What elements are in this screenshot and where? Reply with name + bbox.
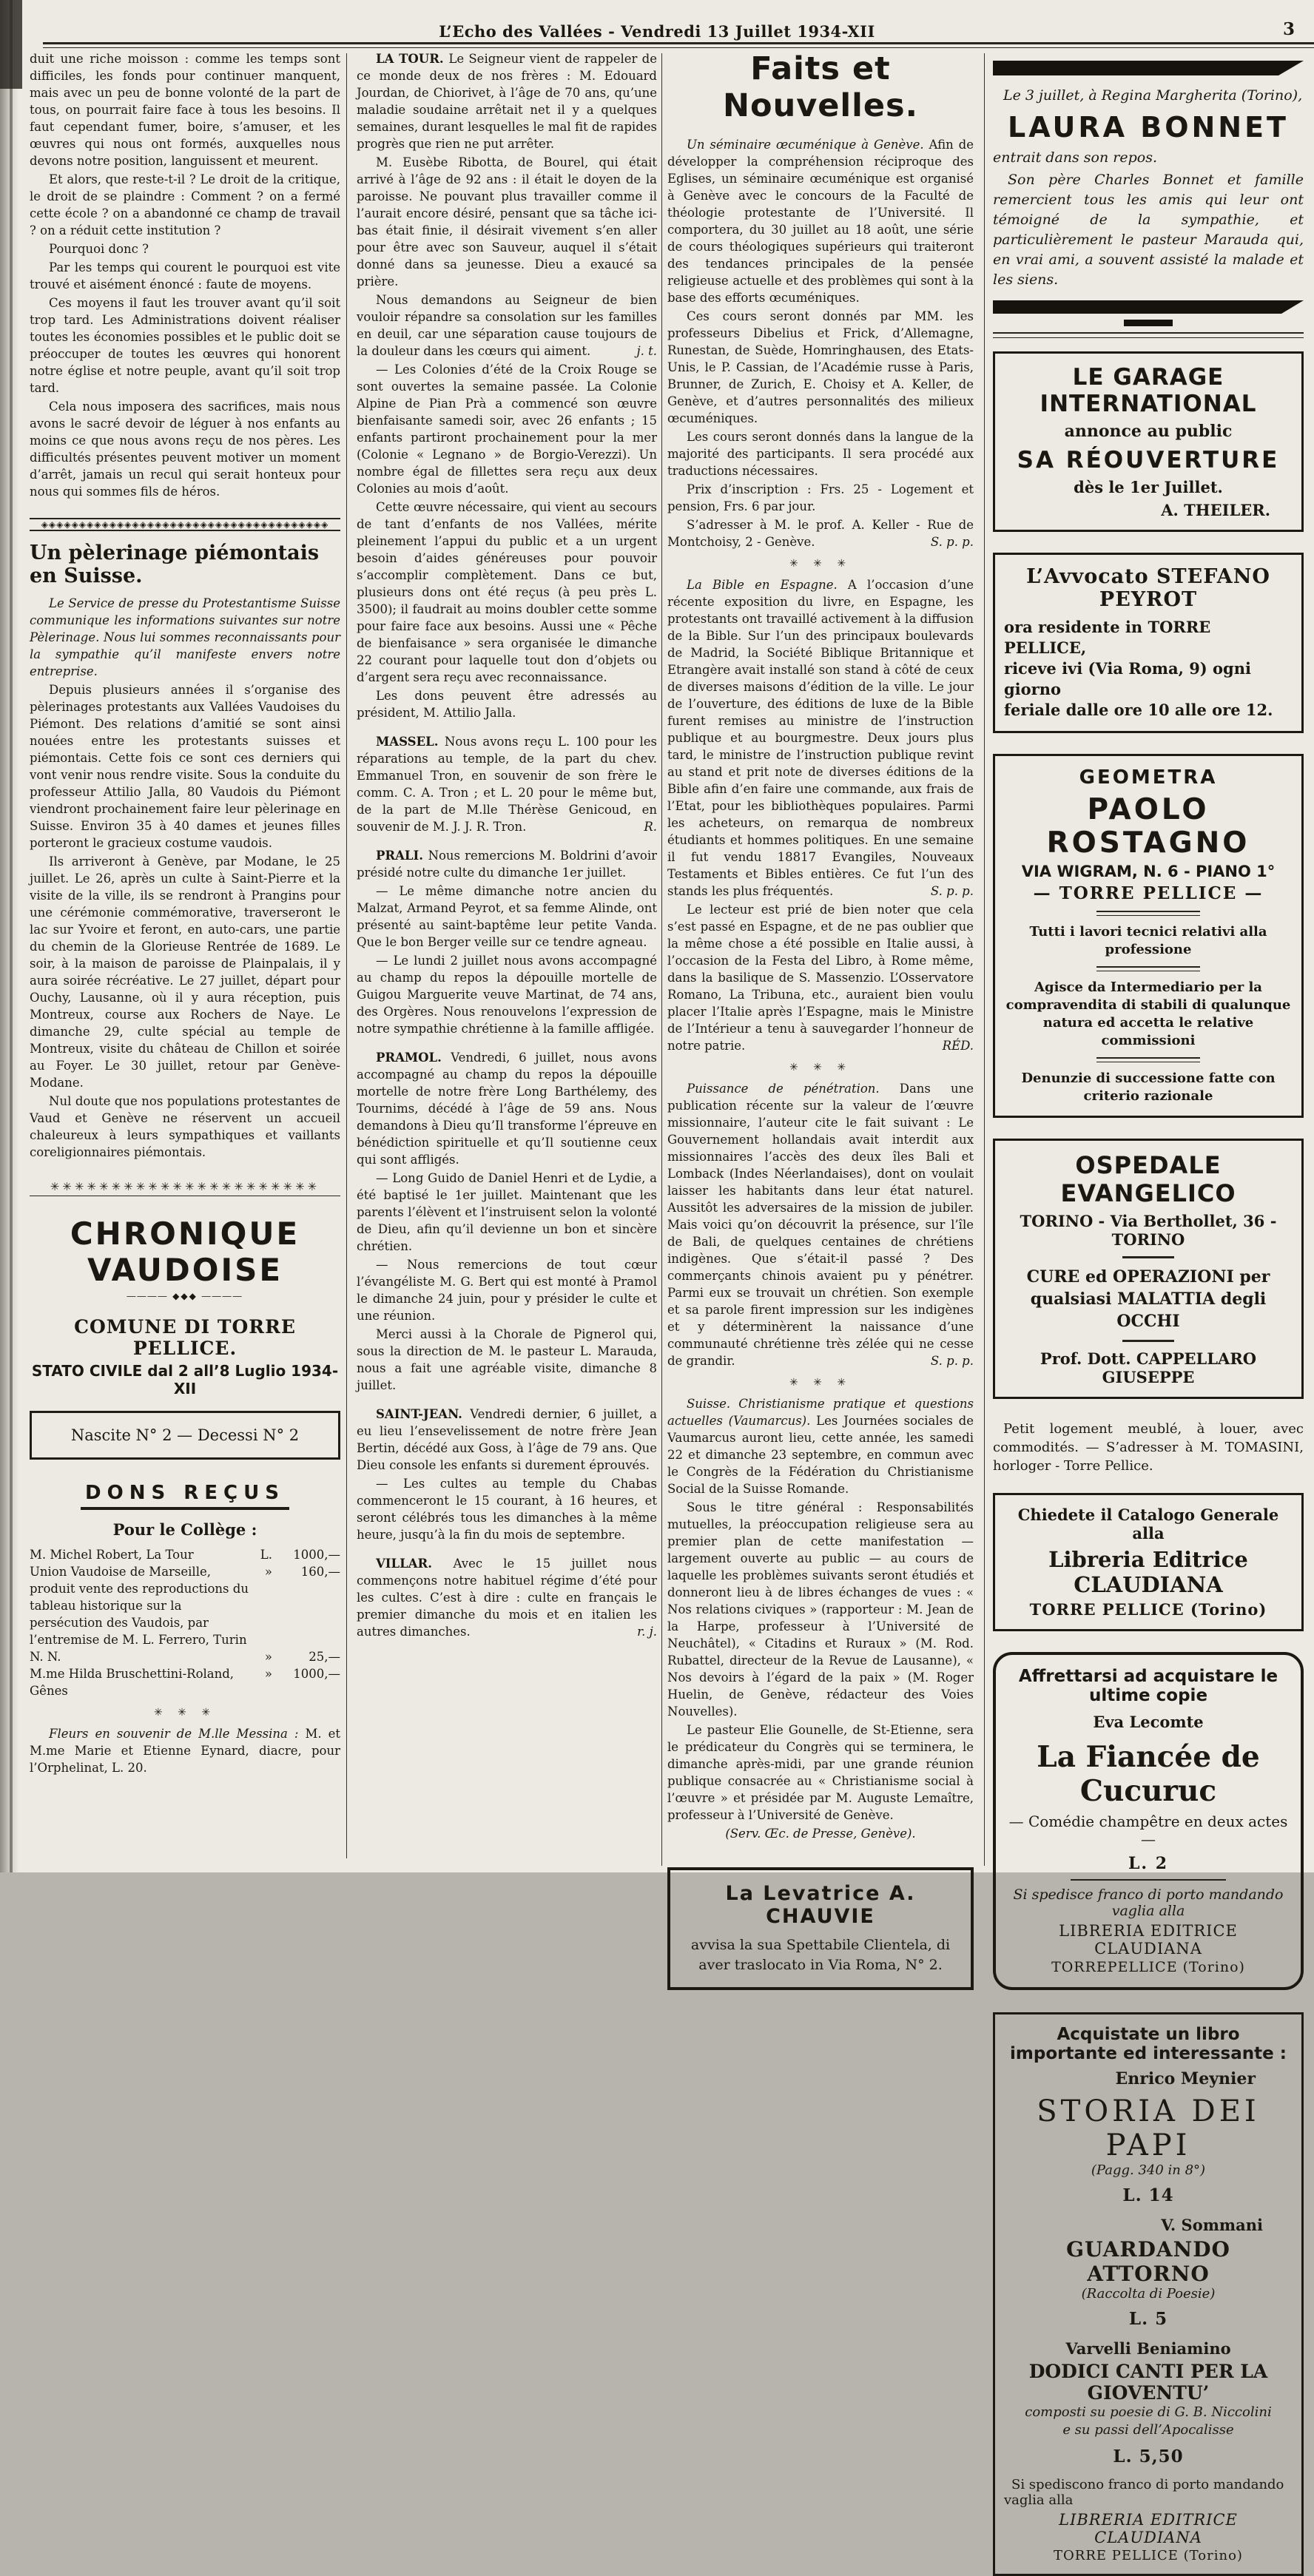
rostagno-ad (993, 754, 1304, 1118)
rostagno-service: Agisce da Intermediario per la compravendita di stabili di qualunque natura ed accetta le relative commissioni (1005, 980, 1291, 1048)
paragraph-signature: S. p. p. (930, 1354, 974, 1368)
paragraph-lead: Puissance de pénétration. (687, 1082, 900, 1096)
paragraph: SAINT-JEAN. Vendredi dernier, 6 juillet, a eu lieu l’ensevelissement de notre frère Jean Bertin, décédé aux Goss, à l’âge de 79 ans. Que Dieu console les enfants si durement éprouvés. (357, 1407, 658, 1472)
chronique-decor: ―――― ◆◆◆ ―――― (127, 1291, 243, 1301)
braid-rule: ◈◈◈◈◈◈◈◈◈◈◈◈◈◈◈◈◈◈◈◈◈◈◈◈◈◈◈◈◈◈◈◈◈◈◈◈◈◈ (30, 518, 340, 531)
paragraph: Prix d’inscription : Frs. 25 - Logement et pension, Frs. 6 par jour. (667, 482, 974, 513)
fiancee-subtitle: — Comédie champêtre en deux actes — (1008, 1813, 1288, 1848)
donation-row (30, 1648, 340, 1665)
fiancee-libreria: LIBRERIA EDITRICE CLAUDIANA (1059, 1922, 1238, 1958)
paragraph: Le Service de presse du Protestantisme Suisse communique les informations suivantes sur notre Pèlerinage. Nous lui sommes reconnaissants pour la sympathie qu’il manifeste envers notre entreprise. (30, 596, 340, 678)
paragraph: Depuis plusieurs années il s’organise des pèlerinages protestants aux Vallées Vaudoises du Piémont. Des relations d’amitié se sont ainsi nouées entre les protestants suisses et piémontais. Cette fois ce sont ces derniers qui vont venir nous rendre visite. Sous la conduite du professeur Attilio Jalla, 80 Vaudois du Piémont viendront prochainement faire leur pèlerinage en Suisse. Environ 35 à 40 dames et jeunes filles porteront le gracieux costume vaudois. (30, 683, 340, 850)
libri-shipping: Si spediscono franco di porto mandando vaglia alla (1004, 2477, 1284, 2508)
paragraph: Les dons peuvent être adressés au président, M. Attilio Jalla. (357, 689, 657, 720)
garage-international-ad (993, 351, 1304, 532)
column-4-ads (993, 46, 1304, 2576)
obituary-bottom-bar (993, 300, 1304, 314)
ospedale-cure-line: qualsiasi MALATTIA degli OCCHI (1030, 1289, 1267, 1331)
donation-amount: 1000,— (293, 1667, 340, 1681)
peyrot-ad-title: L’Avvocato STEFANO PEYROT (1026, 565, 1270, 611)
libri-title-guardando: GUARDANDO ATTORNO (1066, 2237, 1230, 2286)
paragraph: Puissance de pénétration. Dans une publication récente sur la valeur de l’œuvre missionnaire, l’auteur cite le fait suivant : Le Gouvernement hollandais avait interdit aux missionnaires l’accès des deux îles Bali et Lomback (Indes Néerlandaises), dont on voulait laisser les habitants dans leur état naturel. Aussitôt les adversaires de la mission de jubiler. Mais voici qu’on découvrit la présence, sur l’île de Bali, de quelques centaines de chrétiens indigènes. Que s’était-il passé ? Des commerçants chinois avaient pu y pénétrer. Parmi eux se trouvait un chrétien. Son exemple et sa parole firent impression sur les indigènes et y déterminèrent la naissance d’une communauté chrétienne très zélée qui ne cesse de grandir. S. p. p. (667, 1082, 974, 1368)
paragraph: ✳ ✳ ✳ (789, 558, 852, 570)
ospedale-doctor: Prof. Dott. CAPPELLARO GIUSEPPE (1040, 1349, 1257, 1386)
donation-donor: M. Michel Robert, La Tour (30, 1548, 194, 1562)
obituary-family-text: Son père Charles Bonnet et famille remercient tous les amis qui leur ont témoigné de la sympathie, et particulièrement le pasteur Marauda qui, en vrai ami, a souvent assisté la malade et les siens. (993, 172, 1304, 288)
catalogo-ad (993, 1493, 1304, 1631)
column-divider-3 (984, 53, 985, 1866)
libri-ad (993, 2012, 1304, 2576)
fiancee-city: TORREPELLICE (Torino) (1051, 1959, 1245, 1975)
paragraph-lead: Suisse. Christianisme pratique et questions actuelles (Vaumarcus). (667, 1397, 974, 1428)
mini-rule (1096, 911, 1200, 916)
paragraph-lead: SAINT-JEAN. (376, 1407, 471, 1421)
chauvie-ad-line: avvisa la sua Spettabile Clientela, di (690, 1937, 951, 1953)
garage-ad-date: dès le 1er Juillet. (1074, 478, 1223, 496)
stato-civile-heading: STATO CIVILE dal 2 all’8 Luglio 1934-XII (31, 1362, 339, 1397)
donation-row (30, 1546, 340, 1563)
fiancee-shipping: Si spedisce franco di porto mandando vaglia alla (1013, 1887, 1284, 1919)
paragraph: Un séminaire œcuménique à Genève. Afin de développer la compréhension réciproque des Eglises, un séminaire œcuménique est organisé à Genève avec le concours de la Faculté de théologie protestante de l’Université. Il comportera, du 30 juillet au 18 août, une série de cours théologiques supérieurs qui traiteront des tendances principales de la pensée religieuse actuelle et des problèmes qui sont à la base des efforts œcuméniques. (667, 138, 974, 305)
rostagno-service: Denunzie di successione fatte con criterio razionale (1021, 1070, 1276, 1104)
paragraph: — Les Colonies d’été de la Croix Rouge se sont ouvertes la semaine passée. La Colonie Alpine de Pian Prà a commencé son œuvre bienfaisante samedi soir, avec 26 enfants ; 15 enfants partiront prochainement pour la mer (Colonie « Legnano » de Borgio-Verezzi). Un nombre égal de fillettes sera reçu aux deux Colonies au mois d’août. (357, 363, 657, 496)
donation-currency: » (264, 1667, 272, 1681)
libri-price: L. 5 (1128, 2309, 1168, 2329)
peyrot-ad-line: feriale dalle ore 10 alle ore 12. (1004, 701, 1273, 719)
libri-libreria: LIBRERIA EDITRICE CLAUDIANA (1059, 2511, 1238, 2546)
peyrot-ad (993, 553, 1304, 733)
paragraph: ✳ ✳ ✳ (789, 1062, 852, 1073)
article-continuation (30, 50, 340, 500)
donation-row (30, 1665, 340, 1699)
fiancee-ad (993, 1652, 1304, 1990)
column-3 (667, 46, 974, 1990)
fleurs-note (30, 1725, 340, 1776)
dons-recus-heading-wrap (30, 1482, 340, 1510)
paragraph: Le lecteur est prié de bien noter que cela s’est passé en Espagne, et de ne pas oublier que la même chose a été possible en Italie aussi, à l’occasion de la Festa del Libro, à Rome même, dans la basilique de S. Massenzio. L’Osservatore Romano, La Tribuna, etc., auraient bien voulu placer l’Italie après l’Espagne, mais le Ministre de l’Intérieur a tenu à sauvegarder l’honneur de notre patrie. RÉD. (667, 903, 974, 1053)
paragraph: Ces moyens il faut les trouver avant qu’il soit trop tard. Les Administrations doivent réaliser toutes les économies possibles et le public doit se préoccuper de toutes les œuvres qui honorent notre église et notre peuple, avant qu’il soit trop tard. (30, 296, 340, 395)
rostagno-address: VIA WIGRAM, N. 6 - PIANO 1° (1021, 863, 1276, 880)
rostagno-profession: GEOMETRA (1079, 766, 1218, 789)
paragraph: Nous demandons au Seigneur de bien vouloir répandre sa consolation sur les familles en deuil, car une séparation cause toujours de la douleur dans les cœurs qui aiment. j. t. (357, 293, 657, 358)
paragraph: Nul doute que nos populations protestantes de Vaud et Genève ne réservent un accueil chaleureux à leurs sympathiques et vaillants coreligionnaires piémontais. (30, 1094, 340, 1159)
libri-price: L. 5,50 (1113, 2447, 1184, 2467)
catalogo-libreria: Libreria Editrice CLAUDIANA (1048, 1547, 1248, 1597)
paragraph: M. Eusèbe Ribotta, de Bourel, qui était arrivé à l’âge de 92 ans : il était le doyen de la paroisse. Ne pouvant plus travailler comme il l’aurait encore désiré, pensant que sa tâche ici-bas était finie, il désirait vivement s’en aller pour être avec son Sauveur, auquel il s’était donné dans sa jeunesse. Dieu a exaucé sa prière. (357, 155, 657, 289)
obituary-repos-line: entrait dans son repos. (993, 149, 1157, 166)
libri-author: Varvelli Beniamino (1065, 2339, 1231, 2358)
column-divider-1 (346, 53, 347, 1858)
mini-rule (1071, 1879, 1226, 1881)
paragraph-lead: VILLAR. (376, 1557, 454, 1571)
pelerinage-body (30, 595, 340, 1161)
paragraph: Et alors, que reste-t-il ? Le droit de la critique, le droit de se plaindre : Comment ? on a fermé cette école ? on a abandonné ce champ de travail ? on a réduit cette institution ? (30, 172, 340, 237)
page-number: 3 (1282, 19, 1295, 39)
chronique-vaudoise-title: CHRONIQUE VAUDOISE (70, 1215, 300, 1288)
paragraph: La Bible en Espagne. A l’occasion d’une récente exposition du livre, en Espagne, les protestants ont travaillé activement à la diffusion de la Bible. Sur l’un des principaux boulevards de Madrid, la Société Biblique Britannique et Etrangère avait installé son stand à côté de ceux de diverses maisons d’édition de la ville. Le jour de l’ouverture, des éditions de luxe de la Bible furent remises au ministre de l’instruction publique et au bourgmestre. Deux jours plus tard, le ministre de l’instruction publique revint au stand et prit note de diverses éditions de la Bible afin d’en faire une commande, aux frais de l’Etat, pour les bibliothèques populaires. Parmi les acheteurs, on remarqua de nombreux étudiants et hommes politiques. En une semaine il fut vendu 18817 Evangiles, Nouveaux Testaments et Bibles entières. Ce fut l’un des stands les plus fréquentés. S. p. p. (667, 578, 974, 898)
paragraph-signature: RÉD. (942, 1039, 974, 1053)
catalogo-city: TORRE PELLICE (Torino) (1029, 1600, 1267, 1619)
libri-title-storia: STORIA DEI PAPI (1037, 2094, 1260, 2162)
paragraph-lead: MASSEL. (376, 735, 445, 749)
libri-subtitle: (Raccolta di Poesie) (1081, 2286, 1216, 2302)
peyrot-ad-line: riceve ivi (Via Roma, 9) ogni giorno (1004, 659, 1251, 698)
rostagno-name: PAOLO ROSTAGNO (1046, 793, 1250, 860)
paragraph: (Serv. Œc. de Presse, Genève). (725, 1827, 916, 1841)
paragraph: — Nous remercions de tout cœur l’évangéliste M. G. Bert qui est monté à Pramol le dimanche 24 juin, pour y présider le culte et une réunion. (357, 1258, 657, 1323)
chauvie-ad-title: La Levatrice A. CHAUVIE (725, 1882, 916, 1928)
ospedale-ad (993, 1139, 1304, 1399)
libri-price: L. 14 (1122, 2185, 1174, 2205)
faits-et-nouvelles-body (667, 136, 974, 1842)
libri-subtitle: e su passi dell’Apocalisse (1062, 2422, 1234, 2438)
libri-author: Enrico Meynier (1115, 2069, 1256, 2088)
paragraph: Sous le titre général : Responsabilités mutuelles, la préoccupation religieuse sera au premier plan de cette manifestation — largement ouverte au public — au cours de laquelle les problèmes suivants seront étudiés et donneront lieu à de libres échanges de vues : « Nos relations civiques » (rapporteur : M. Jean de la Harpe, professeur à l’Université de Neuchâtel), « Citadins et Ruraux » (M. Rod. Rubattel, directeur de la Revue de Lausanne), « Nos devoirs à l’égard de la paix » (M. Roger Huelin, de Genève, rédacteur des Voies Nouvelles). (667, 1500, 974, 1719)
garage-ad-reouverture: SA RÉOUVERTURE (1017, 447, 1280, 473)
paragraph-lead: Un séminaire œcuménique à Genève. (687, 138, 929, 152)
triple-star-separator: ✳ ✳ ✳ (153, 1707, 217, 1719)
paragraph: Ces cours seront donnés par MM. les professeurs Dibelius et Frick, d’Allemagne, Runestan, de Suède, Homringhausen, des Etats-Unis, le P. Cassian, de l’Académie russe à Paris, Brunner, de Zurich, E. Choisy et A. Keller, de Genève, et d’autres personnalités des milieux œcuméniques. (667, 309, 974, 425)
obituary-date-line: Le 3 juillet, à Regina Margherita (Torino), (1003, 87, 1303, 104)
scan-smudge (0, 0, 22, 89)
ospedale-address: TORINO - Via Berthollet, 36 - TORINO (1020, 1212, 1277, 1249)
garage-ad-signature: A. THEILER. (1161, 501, 1270, 519)
libri-author: V. Sommani (1161, 2216, 1263, 2234)
paragraph-lead: PRALI. (376, 849, 428, 863)
mini-rule (1096, 1057, 1200, 1062)
paragraph-signature: S. p. p. (930, 535, 974, 549)
fiancee-title: La Fiancée de Cucuruc (1037, 1740, 1260, 1808)
paragraph-lead: La Bible en Espagne. (687, 578, 848, 592)
ospedale-cure-line: CURE ed OPERAZIONI per (1026, 1267, 1270, 1287)
donation-amount: 1000,— (293, 1548, 340, 1562)
paragraph: — Long Guido de Daniel Henri et de Lydie, a été baptisé le 1er juillet. Maintenant que les parents l’élèvent et l’instruisent selon la volonté de Dieu, afin qu’il devienne un bon et sincère chrétien. (357, 1171, 657, 1253)
mini-rule (1096, 966, 1200, 971)
dons-subtitle: Pour le Collège : (112, 1520, 257, 1539)
rostagno-service: Tutti i lavori tecnici relativi alla professione (1029, 924, 1267, 957)
catalogo-line: Chiedete il Catalogo Generale alla (1017, 1506, 1279, 1542)
paragraph: — Les cultes au temple du Chabas commenceront le 15 courant, à 16 heures, et seront célébrés tous les dimanches à la même heure, jusqu’à la fin du mois de septembre. (357, 1477, 657, 1542)
short-rule (1122, 1340, 1174, 1342)
paragraph: PRAMOL. Vendredi, 6 juillet, nous avons accompagné au champ du repos la dépouille mortelle de notre frère Long Barthélemy, des Tournims, décédé à l’âge de 59 ans. Nous demandons à Dieu qu’Il transforme l’épreuve en bénédiction spirituelle et qu’Il soutienne ceux qui sont affligés. (357, 1051, 658, 1167)
garage-ad-title: LE GARAGE INTERNATIONAL (1040, 364, 1257, 417)
column-1 (30, 50, 340, 1778)
donation-amount: 25,— (309, 1650, 340, 1664)
paragraph: Pourquoi donc ? (49, 242, 149, 256)
paragraph: Suisse. Christianisme pratique et questions actuelles (Vaumarcus). Les Journées sociales de Vaumarcus auront lieu, cette année, les samedi 22 et dimanche 23 septembre, en commun avec le Congrès de la Fédération du Christianisme Social de la Suisse Romande. (667, 1397, 974, 1496)
paragraph: — Le même dimanche notre ancien du Malzat, Armand Peyrot, et sa femme Alinde, ont présenté au saint-baptême leur petite Vanda. Que le bon Berger veille sur ce tendre agneau. (357, 884, 657, 949)
libri-pages: (Pagg. 340 in 8°) (1091, 2162, 1206, 2178)
paragraph: ✳ ✳ ✳ (789, 1377, 852, 1389)
paragraph: Ils arriveront à Genève, par Modane, le 25 juillet. Le 26, après un culte à Saint-Pierre et la visite de la ville, ils se rendront à Prangins pour une cérémonie commémorative, traverseront le lac sur Yvoire et feront, en auto-cars, une partie du chemin de la Glorieuse Rentrée de 1689. Le soir, à la maison de paroisse de Plainpalais, il y aura soirée récréative. Le 27 juillet, départ pour Ouchy, Lausanne, où il y aura réception, puis Montreux, course aux Rochers de Naye. Le dimanche 29, culte spécial au temple de Montreux, visite du château de Chillon et soirée au Foyer. Le 30 juillet, retour par Genève-Modane. (30, 854, 340, 1090)
logement-classified: Petit logement meublé, à louer, avec commodités. — S’adresser à M. TOMASINI, horloger - Torre Pellice. (993, 1421, 1304, 1474)
fiancee-head: Affrettarsi ad acquistare le ultime copie (1018, 1667, 1278, 1705)
donation-amount: 160,— (300, 1565, 340, 1579)
donation-row (30, 1563, 340, 1648)
donation-currency: » (264, 1650, 272, 1664)
commune-heading: COMUNE DI TORRE PELLICE. (74, 1316, 296, 1359)
paragraph: duit une riche moisson : comme les temps sont difficiles, les fonds pour continuer manquent, mais avec un peu de bonne volonté de la part de tous, on pourrait faire face à tous les besoins. Il faut cependant fumer, boire, s’amuser, et les œuvres qui nous ont formés, auxquelles nous devons notre position, languissent et meurent. (30, 52, 340, 168)
column-2 (357, 50, 657, 1642)
stato-civile-box: Nascite N° 2 — Decessi N° 2 (30, 1411, 340, 1460)
libri-title-dodici: DODICI CANTI PER LA GIOVENTU’ (1028, 2361, 1268, 2404)
donation-donor: M.me Hilda Bruschettini-Roland, Gênes (30, 1667, 235, 1698)
column-divider-2 (661, 53, 662, 1866)
paragraph-lead: Fleurs en souvenir de M.lle Messina : (49, 1727, 306, 1741)
rostagno-city: — TORRE PELLICE — (1033, 883, 1264, 903)
paragraph-lead: PRAMOL. (376, 1051, 451, 1065)
paragraph-signature: j. t. (636, 344, 657, 358)
peyrot-ad-line: ora residente in TORRE PELLICE, (1004, 618, 1211, 657)
paragraph: LA TOUR. Le Seigneur vient de rappeler de ce monde deux de nos frères : M. Edouard Jourdan, de Chiorivet, à l’âge de 70 ans, qu’une maladie soudaine arrêtait net il y a quelques semaines, durant lesquelles le mal fit de rapides progrès que rien ne put arrêter. (357, 52, 658, 151)
donation-currency: » (264, 1565, 272, 1579)
paragraph: Cette œuvre nécessaire, qui vient au secours de tant d’enfants de nos Vallées, mérite pleinement l’appui du public et a un urgent besoin d’aides généreuses pour pouvoir s’accomplir complètement. Dans ce but, plusieurs dons ont été reçus (à peu près L. 3500); il faudrait au moins doubler cette somme pour faire face aux besoins. Aussi une « Pêche de bienfaisance » sera organisée le dimanche 22 courant pour laquelle tout don d’objets ou d’argent sera reçu avec reconnaissance. (357, 500, 657, 684)
pelerinage-title: Un pèlerinage piémontais en Suisse. (30, 542, 320, 587)
scan-gutter-line (10, 0, 13, 1872)
garage-ad-line: annonce au public (1064, 422, 1233, 441)
paragraph-signature: r. j. (637, 1625, 657, 1639)
masthead-rule-thick (43, 42, 1314, 44)
obituary-top-bar (993, 61, 1304, 75)
double-thin-rule (993, 332, 1304, 338)
fiancee-author: Eva Lecomte (1093, 1713, 1204, 1731)
short-rule (1122, 1256, 1174, 1258)
fiancee-price: L. 2 (1128, 1854, 1169, 1873)
paragraph: Par les temps qui courent le pourquoi est vite trouvé et aisément énoncé : faute de moyens. (30, 260, 340, 291)
paragraph: S’adresser à M. le prof. A. Keller - Rue de Montchoisy, 2 - Genève. S. p. p. (667, 518, 974, 549)
paragraph: MASSEL. Nous avons reçu L. 100 pour les réparations au temple, de la part du chev. Emmanuel Tron, en souvenir de son frère le comm. C. A. Tron ; et L. 20 pour le même but, de la part de M.lle Thérèse Genicoud, en souvenir de M. J. J. R. Tron. R. (357, 735, 658, 834)
ospedale-title: OSPEDALE EVANGELICO (1060, 1151, 1236, 1207)
libri-subtitle: composti su poesie di G. B. Niccolini (1025, 2404, 1272, 2420)
chauvie-ad (667, 1867, 974, 1990)
dons-recus-title: DONS REÇUS (81, 1482, 289, 1510)
chauvie-ad-line: aver traslocato in Via Roma, N° 2. (698, 1957, 943, 1973)
donation-currency: L. (260, 1548, 272, 1562)
paragraph: PRALI. Nous remercions M. Boldrini d’avoir présidé notre culte du dimanche 1er juillet. (357, 849, 657, 880)
paragraph: Le pasteur Elie Gounelle, de St-Etienne, sera le prédicateur du Congrès qui se terminera, le dimanche après-midi, par une grande réunion publique consacrée au « Christianisme social à l’œuvre » et présidée par M. Auguste Lemaître, professeur à l’Université de Genève. (667, 1723, 974, 1822)
donation-donor: Union Vaudoise de Marseille, produit vente des reproductions du tableau historique sur la persécution des Vaudois, par l’entremise de M. L. Ferrero, Turin (30, 1565, 249, 1647)
paragraph: Merci aussi à la Chorale de Pignerol qui, sous la direction de M. le pasteur L. Marauda, nous a fait une agréable visite, dimanche 8 juillet. (357, 1327, 657, 1392)
paragraph-lead: LA TOUR. (376, 52, 449, 66)
decor-tick (1124, 320, 1173, 326)
libri-head: Acquistate un libro importante ed interessante : (1010, 2025, 1287, 2063)
paragraph: VILLAR. Avec le 15 juillet nous commençons notre habituel régime d’été pour les cultes. C’est à dire : culte en français le premier dimanche du mois et en italien les autres dimanches. r. j. (357, 1557, 657, 1639)
star-rule: ✳✳✳✳✳✳✳✳✳✳✳✳✳✳✳✳✳✳✳✳✳✳ (30, 1180, 340, 1196)
donation-donor: N. N. (30, 1650, 61, 1664)
paragraph-signature: R. (644, 820, 657, 834)
obituary-name: LAURA BONNET (1008, 111, 1289, 144)
paragraph-signature: S. p. p. (930, 884, 974, 898)
masthead-title: L’Echo des Vallées - Vendredi 13 Juillet 1934-XII (439, 22, 875, 41)
paragraph: Fleurs en souvenir de M.lle Messina : M. et M.me Marie et Etienne Eynard, diacre, pour l’Orphelinat, L. 20. (30, 1727, 341, 1775)
local-news-body (357, 50, 657, 1640)
paragraph: — Le lundi 2 juillet nous avons accompagné au champ du repos la dépouille mortelle de Guigou Marguerite veuve Martinat, de 74 ans, des Orgères. Nous renouvelons l’expression de notre sympathie chrétienne à la famille affligée. (357, 954, 657, 1036)
paragraph: Cela nous imposera des sacrifices, mais nous avons le sacré devoir de léguer à nos enfants au moins ce que nous avons reçu de nos pères. Les difficultés présentes peuvent motiver un moment d’arrêt, jamais un recul qui serait honteux pour nous qui sommes fils de héros. (30, 399, 340, 499)
paragraph: Les cours seront donnés dans la langue de la majorité des participants. Il sera procédé aux traductions nécessaires. (667, 430, 974, 478)
faits-et-nouvelles-title: Faits et Nouvelles. (723, 50, 918, 124)
libri-city: TORRE PELLICE (Torino) (1054, 2548, 1243, 2563)
